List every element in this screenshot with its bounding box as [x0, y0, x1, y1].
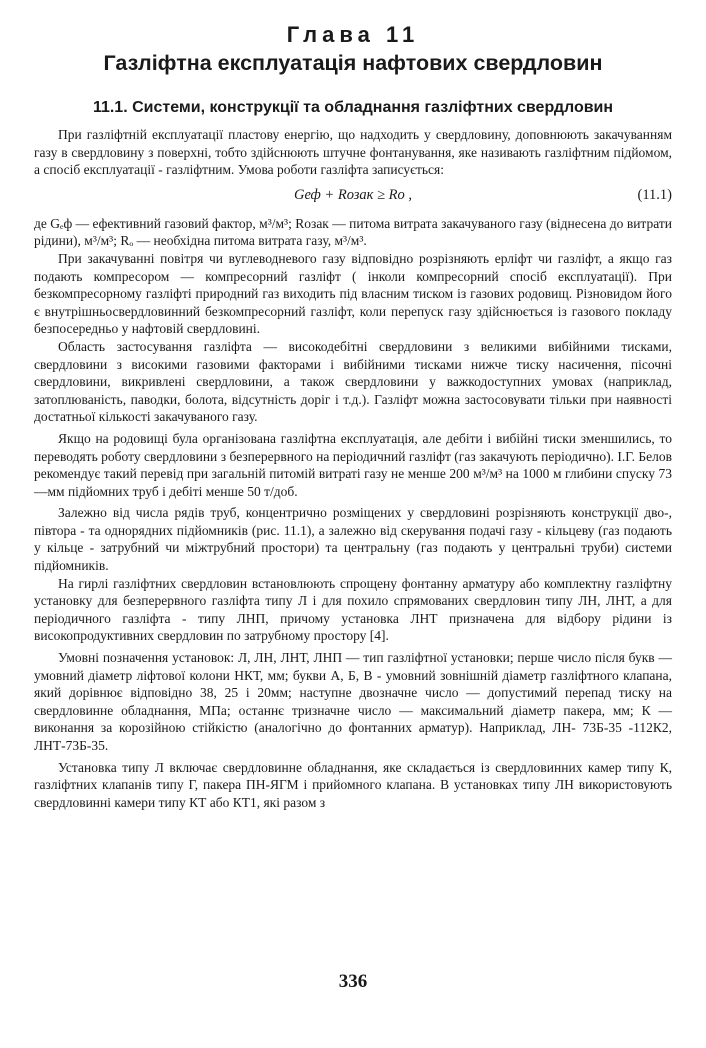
- paragraph-5: Якщо на родовищі була організована газліфтна експлуатація, але дебіти і вибійні тиски зменшились, то переводять роботу свердловини з безперервного на періодичний газліфт (газ закачують періодично). І.Г. Белов рекомендує такий перевід при загальній питомій витраті газу не менше 200 м³/м³ на 1000 м глибини спуску 73—мм підйомних труб і дебіті менше 50 т/доб.: [34, 430, 672, 499]
- formula-number: (11.1): [637, 186, 672, 203]
- section-title: 11.1. Системи, конструкції та обладнання газліфтних свердловин: [92, 99, 614, 116]
- paragraph-1: При газліфтній експлуатації пластову енергію, що надходить у свердловину, доповнюють закачуванням газу в свердловину з поверхні, тобто здійснюють штучне фонтанування, яке називають газліфтним підйомом, а спосіб експлуатації - газліфтним. Умова роботи газліфта записується:: [34, 127, 672, 178]
- formula-row: [34, 187, 672, 209]
- formula-11-1: Gеф + Rозак ≥ Rо ,: [293, 186, 413, 203]
- paragraph-3: При закачуванні повітря чи вуглеводневого газу відповідно розрізняють ерліфт чи газліфт, а якщо газ подають компресором — компресорний газліфт ( інколи компресорний спосіб експлуатації). При безкомпресорному газліфті природний газ виходить під власним тиском із газових родовищ. Різновидом його є внутрішньосвердловинний безкомпресорний газліфт, коли перепуск газу здійснюється із газового покладу безпосередньо у нафтовій свердловині.: [34, 250, 672, 337]
- paragraph-2: де Gₑф — ефективний газовий фактор, м³/м³; Rозак — питома витрата закачуваного газу (віднесена до витрати рідини), м³/м³; Rₒ — необхідна питома витрата газу, м³/м³.: [34, 215, 672, 249]
- paragraph-7: На гирлі газліфтних свердловин встановлюють спрощену фонтанну арматуру або комплектну газліфтну установку для безперервного газліфта типу Л і для похило спрямованих свердловин типу ЛН, ЛНТ, а для періодичного газліфта - типу ЛНП, причому установка ЛНТ призначена для відбору рідини із високопродуктивних свердловин по затрубному простору [4].: [34, 575, 672, 644]
- chapter-title: Газліфтна експлуатація нафтових свердловин: [103, 51, 603, 75]
- paragraph-9: Установка типу Л включає свердловинне обладнання, яке складається із свердловинних камер типу К, газліфтних клапанів типу Г, пакера ПН-ЯГМ і прийомного клапана. В установках типу ЛН використовують свердловинні камери типу КТ або КТ1, які разом з: [34, 759, 672, 810]
- page-number: 336: [338, 971, 368, 992]
- chapter-label: Глава 11: [286, 22, 420, 47]
- paragraph-6: Залежно від числа рядів труб, концентрично розміщених у свердловині розрізняють конструкції дво-, півтора - та однорядних підйомників (рис. 11.1), а залежно від скерування подачі газу - кільцеву (газ подають у кільце - затрубний чи міжтрубний простори) та центральну (газ подають у центральні труби) системи підйомників.: [34, 505, 672, 574]
- paragraph-4: Область застосування газліфта — високодебітні свердловини з великими вибійними тисками, свердловини з високими газовими факторами і вибійними тисками нижче тиску насичення, пісочні свердловини, викривлені свердловини, а також свердловини у важкодоступних умовах (наприклад, затоплюваність, паводки, болота, відсутність доріг і т.д.). Газліфт можна застосовувати тільки при наявності достатньої кількості закачуваного газу.: [34, 338, 672, 425]
- paragraph-8: Умовні позначення установок: Л, ЛН, ЛНТ, ЛНП — тип газліфтної установки; перше число після букв — умовний діаметр ліфтової колони НКТ, мм; букви А, Б, В - умовний зовнішній діаметр газліфтного клапана, який дорівнює відповідно 38, 25 і 20мм; наступне двозначне число — допустимий перепад тиску на свердловинне обладнання, МПа; останнє тризначне число — максимальний діаметр пакера, мм; К — виконання за корозійною стійкістю (аналогічно до фонтанних арматур). Наприклад, ЛН- 73Б-35 -112К2, ЛНТ-73Б-35.: [34, 650, 672, 753]
